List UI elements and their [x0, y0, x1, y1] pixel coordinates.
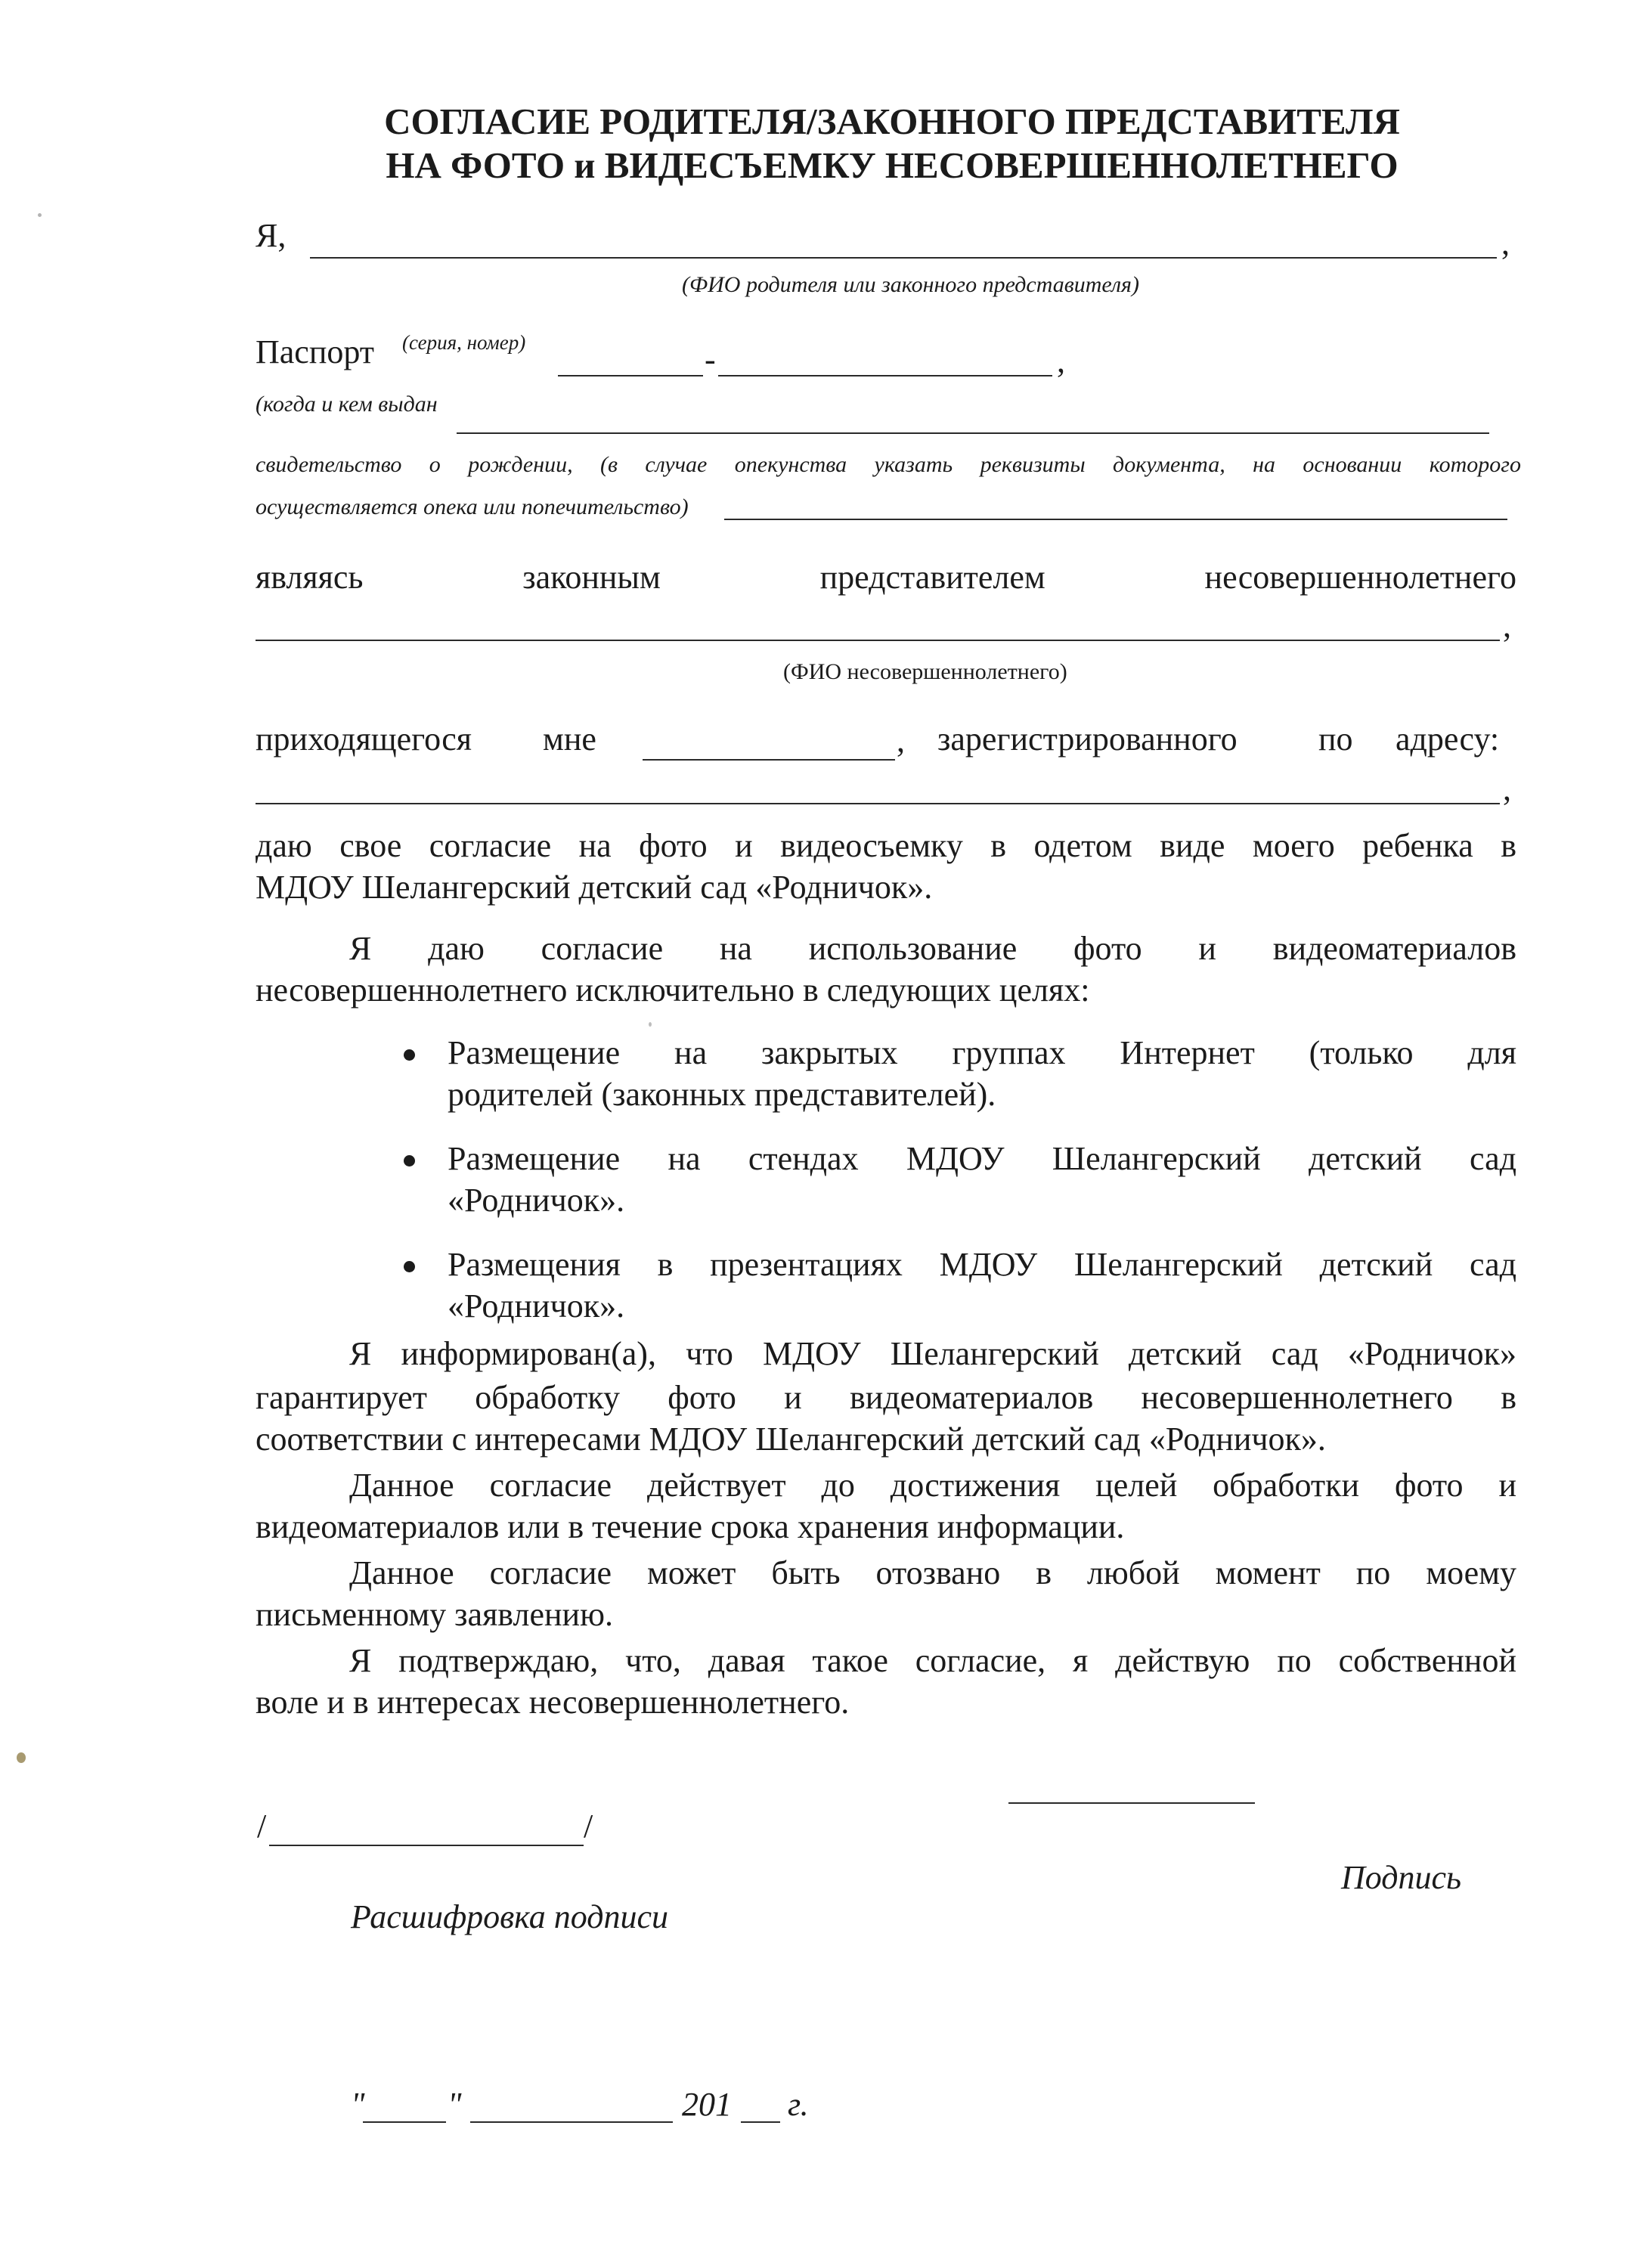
date-year-prefix: 201 [682, 2086, 732, 2123]
relation-word-1: приходящегося [256, 720, 472, 758]
parent-name-field[interactable] [310, 257, 1497, 259]
date-month-field[interactable] [470, 2121, 673, 2123]
ya-prefix: Я, [256, 217, 287, 254]
confirm-line-2: воле и в интересах несовершеннолетнего. [256, 1684, 850, 1721]
valid-line-2: видеоматериалов или в течение срока хранения информации. [256, 1508, 1125, 1545]
ya-suffix-comma: , [1501, 225, 1510, 262]
bullet-1-line-1: Размещение на закрытых группах Интернет (только для [448, 1034, 1516, 1071]
confirm-line-1: Я подтверждаю, что, давая такое согласие, я действую по собственной [349, 1642, 1516, 1679]
revoke-line-1: Данное согласие может быть отозвано в любой момент по моему [349, 1554, 1516, 1591]
birth-cert-word: которого [1429, 452, 1521, 477]
representative-line [256, 558, 1516, 596]
birth-cert-word: опекунства [734, 452, 847, 477]
birth-cert-word: основании [1303, 452, 1402, 477]
bullet-2-line-2: «Родничок». [448, 1182, 625, 1219]
birth-cert-word: на [1253, 452, 1275, 477]
passport-sup: (серия, номер) [402, 331, 526, 354]
informed-line-2: гарантирует обработку фото и видеоматериалов несовершеннолетнего в [256, 1379, 1516, 1416]
minor-name-caption: (ФИО несовершеннолетнего) [783, 659, 1067, 684]
birth-cert-word: рождении, [468, 452, 573, 477]
relation-word-2: мне [543, 720, 596, 758]
scan-speck [17, 1752, 26, 1763]
signature-caption: Подпись [1341, 1859, 1462, 1896]
address-comma: , [1503, 770, 1511, 807]
birth-cert-word: документа, [1113, 452, 1225, 477]
passport-comma: , [1057, 342, 1065, 380]
signature-field[interactable] [1008, 1802, 1255, 1804]
birth-cert-word: реквизиты [980, 452, 1086, 477]
birth-cert-word: свидетельство [256, 452, 402, 477]
birth-cert-word: случае [645, 452, 708, 477]
purposes-intro-line-1: Я даю согласие на использование фото и видеоматериалов [349, 930, 1516, 967]
date-quote-open: " [351, 2086, 365, 2123]
representative-word: являясь [256, 559, 364, 596]
bullet-3-line-1: Размещения в презентациях МДОУ Шелангерский детский сад [448, 1246, 1516, 1283]
form-title-line-2: НА ФОТО и ВИДЕСЪЕМКУ НЕСОВЕРШЕННОЛЕТНЕГО [386, 144, 1399, 186]
relation-word-5: адресу: [1396, 720, 1500, 758]
relation-word-4: по [1318, 720, 1353, 758]
relation-word-3: зарегистрированного [937, 720, 1238, 758]
form-title-line-1: СОГЛАСИЕ РОДИТЕЛЯ/ЗАКОННОГО ПРЕДСТАВИТЕЛЯ [384, 101, 1400, 142]
informed-line-3: соответствии с интересами МДОУ Шелангерский детский сад «Родничок». [256, 1421, 1326, 1458]
bullet-dot-icon [404, 1261, 415, 1272]
consent-line-2: МДОУ Шелангерский детский сад «Родничок». [256, 869, 933, 906]
purposes-intro-line-2: несовершеннолетнего исключительно в следующих целях: [256, 971, 1090, 1009]
passport-issued-field[interactable] [457, 432, 1489, 434]
birth-cert-word: о [429, 452, 441, 477]
passport-label: Паспорт [256, 333, 375, 370]
representative-word: законным [522, 559, 661, 596]
bullet-dot-icon [404, 1155, 415, 1167]
passport-issued-caption: (когда и кем выдан [256, 392, 438, 417]
address-field[interactable] [256, 803, 1500, 804]
scan-speck [38, 213, 42, 217]
relation-field[interactable] [643, 759, 895, 761]
scan-speck [649, 1022, 652, 1027]
bullet-dot-icon [404, 1049, 415, 1061]
relation-comma: , [897, 722, 905, 759]
bullet-2-line-1: Размещение на стендах МДОУ Шелангерский детский сад [448, 1140, 1516, 1177]
birth-cert-line-2: осуществляется опека или попечительство) [256, 494, 689, 519]
bullet-3-line-2: «Родничок». [448, 1287, 625, 1325]
consent-line-1: даю свое согласие на фото и видеосъемку в одетом виде моего ребенка в [256, 827, 1516, 864]
representative-word: несовершеннолетнего [1204, 559, 1516, 596]
valid-line-1: Данное согласие действует до достижения целей обработки фото и [349, 1467, 1516, 1504]
signature-decode-field[interactable] [269, 1845, 584, 1846]
guardianship-doc-field[interactable] [724, 519, 1507, 520]
decode-slash-left: / [257, 1808, 267, 1845]
signature-decode-caption: Расшифровка подписи [351, 1898, 668, 1935]
date-quote-close: " [448, 2086, 462, 2123]
parent-name-caption: (ФИО родителя или законного представителя) [682, 272, 1139, 297]
birth-cert-word: (в [600, 452, 618, 477]
date-year-field[interactable] [741, 2121, 780, 2123]
minor-name-field[interactable] [256, 640, 1500, 641]
informed-line-1: Я информирован(а), что МДОУ Шелангерский детский сад «Родничок» [349, 1335, 1516, 1372]
birth-cert-word: указать [874, 452, 953, 477]
birth-cert-line-1 [256, 452, 1521, 478]
representative-word: представителем [819, 559, 1045, 596]
bullet-1-line-2: родителей (законных представителей). [448, 1076, 996, 1113]
passport-series-field[interactable] [558, 375, 703, 376]
decode-slash-right: / [584, 1808, 593, 1845]
date-day-field[interactable] [363, 2121, 446, 2123]
passport-dash: - [705, 341, 716, 378]
date-year-suffix: г. [788, 2086, 809, 2123]
revoke-line-2: письменному заявлению. [256, 1596, 613, 1633]
minor-name-comma: , [1503, 607, 1511, 644]
passport-number-field[interactable] [718, 375, 1052, 376]
